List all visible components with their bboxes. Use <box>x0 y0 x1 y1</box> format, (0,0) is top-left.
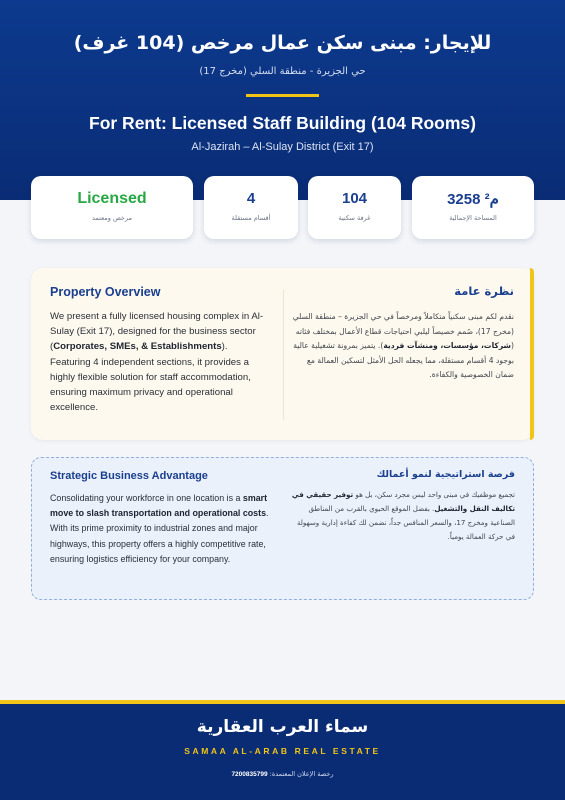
stat-value: 104 <box>341 190 368 207</box>
brand-name-en: SAMAA AL-ARAB REAL ESTATE <box>184 746 381 756</box>
advantage-title-ar: فرصة استراتيجية لنمو أعمالك <box>376 469 515 480</box>
accent-bar <box>530 268 534 440</box>
title-divider <box>246 94 319 97</box>
page-title-ar: للإيجار: مبنى سكن عمال مرخص (104 غرف) <box>73 32 492 54</box>
property-overview-card <box>31 268 534 440</box>
license-label: رخصة الإعلان المعتمدة: <box>269 770 334 778</box>
overview-text-ar: نقدم لكم مبنى سكنياً متكاملاً ومرخصاً في حي الجزيرة – منطقة السلي (مخرج 17)، صُمم خصيصاً ليلبي احتياجات قطاع الأعمال بمختلف فئاته (شركات، مؤسسات، ومنشآت فردية). يتميز بمرونة تشغيلية عالية بوجود 4 أقسام مستقلة، مما يجعله الحل الأمثل لتسكين العمالة مع ضمان الخصوصية والكفاءة. <box>292 312 514 379</box>
location-subtitle-en: Al-Jazirah – Al-Sulay District (Exit 17) <box>191 141 374 153</box>
stat-value: 4 <box>246 190 256 207</box>
footer <box>0 700 565 800</box>
overview-text-en: We present a fully licensed housing complex in Al-Sulay (Exit 17), designed for the business sector (Corporates, SMEs, & Establishments). Featuring 4 independent sections, it provides a highly flexible solution for staff accommodation, ensuring maximum privacy and operational excellence. <box>50 311 264 414</box>
strategic-advantage-card <box>31 457 534 600</box>
header-banner <box>0 0 565 200</box>
stat-card-licensed <box>31 176 193 239</box>
overview-title-en: Property Overview <box>50 285 161 299</box>
stat-card-area <box>412 176 534 239</box>
overview-english <box>50 285 270 415</box>
ad-license <box>0 770 565 778</box>
overview-arabic <box>289 284 514 383</box>
stat-label: مرخص ومعتمد <box>91 214 132 222</box>
advantage-title-en: Strategic Business Advantage <box>50 470 208 482</box>
stat-label: أقسام مستقلة <box>231 214 271 222</box>
stat-card-rooms <box>308 176 401 239</box>
advantage-arabic <box>290 469 515 544</box>
stats-row <box>31 176 534 239</box>
column-divider <box>283 290 284 420</box>
advantage-english <box>50 470 275 567</box>
location-subtitle-ar: حي الجزيرة - منطقة السلي (مخرج 17) <box>199 66 366 77</box>
stat-value: 3258 م² <box>447 191 499 208</box>
stat-label: المساحة الإجمالية <box>449 214 497 222</box>
advantage-text-ar: تجميع موظفيك في مبنى واحد ليس مجرد سكن، بل هو توفير حقيقي في تكاليف النقل والتشغيل. بفضل الموقع الحيوي بالقرب من المناطق الصناعية ومخرج 17، والسعر المنافس جداً، نضمن لك كفاءة إدارية وسهولة في حركة العمالة يومياً. <box>291 490 515 541</box>
advantage-text-en: Consolidating your workforce in one location is a smart move to slash transportation and operational costs. With its prime proximity to industrial zones and major highways, this property offers a highly competitive rate, ensuring logistics efficiency for your company. <box>50 493 269 564</box>
page-title-en: For Rent: Licensed Staff Building (104 Rooms) <box>89 113 476 133</box>
brand-name-ar: سماء العرب العقارية <box>196 717 369 737</box>
stat-value: Licensed <box>77 190 147 207</box>
license-number: 7200835799 <box>231 771 268 778</box>
footer-accent-line <box>0 700 565 704</box>
overview-title-ar: نظرة عامة <box>454 284 514 298</box>
stat-card-sections <box>204 176 298 239</box>
stat-label: غرفة سكنية <box>338 214 371 222</box>
